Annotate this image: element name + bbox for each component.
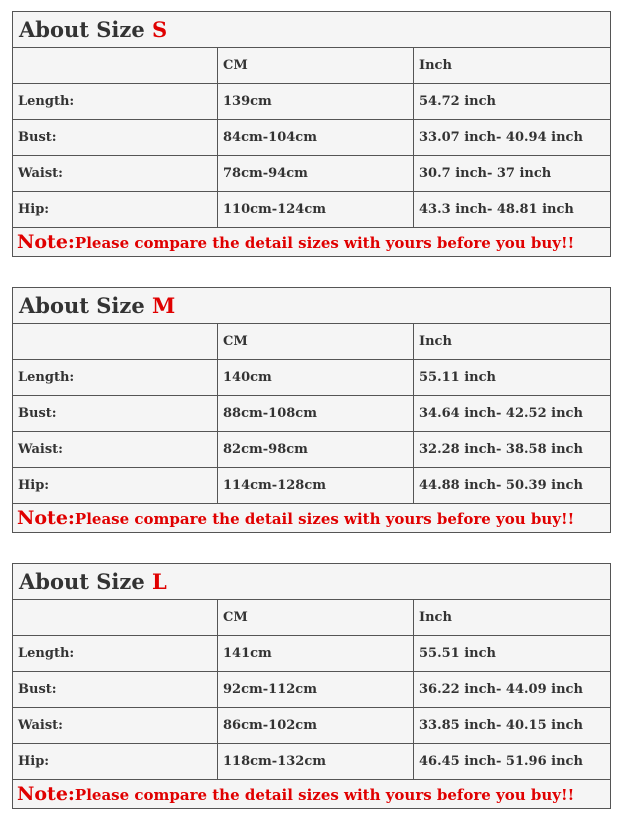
row-label: Bust: <box>13 672 218 708</box>
note-row <box>13 504 611 533</box>
table-row <box>13 708 611 744</box>
table-row <box>13 636 611 672</box>
table-row <box>13 84 611 120</box>
note-label: Note: <box>17 783 75 805</box>
cm-value: 140cm <box>218 360 414 396</box>
inch-value: 33.07 inch- 40.94 inch <box>414 120 611 156</box>
row-label: Bust: <box>13 120 218 156</box>
inch-value: 54.72 inch <box>414 84 611 120</box>
header-cell-empty <box>13 48 218 84</box>
header-cell-empty <box>13 324 218 360</box>
inch-value: 43.3 inch- 48.81 inch <box>414 192 611 228</box>
cm-value: 86cm-102cm <box>218 708 414 744</box>
row-label: Hip: <box>13 468 218 504</box>
inch-value: 46.45 inch- 51.96 inch <box>414 744 611 780</box>
title-row <box>13 564 611 600</box>
note-text: Please compare the detail sizes with yours before you buy!! <box>74 510 575 528</box>
inch-value: 55.11 inch <box>414 360 611 396</box>
cm-value: 139cm <box>218 84 414 120</box>
note <box>13 228 611 257</box>
note <box>13 504 611 533</box>
header-row <box>13 600 611 636</box>
note-row <box>13 228 611 257</box>
row-label: Hip: <box>13 744 218 780</box>
title-row <box>13 12 611 48</box>
inch-value: 55.51 inch <box>414 636 611 672</box>
header-row <box>13 324 611 360</box>
cm-value: 141cm <box>218 636 414 672</box>
table-row <box>13 432 611 468</box>
cm-value: 110cm-124cm <box>218 192 414 228</box>
title-row <box>13 288 611 324</box>
header-cell-inch: Inch <box>414 600 611 636</box>
note-text: Please compare the detail sizes with yours before you buy!! <box>74 786 575 804</box>
size-table-l <box>12 563 611 809</box>
table-row <box>13 396 611 432</box>
size-letter: L <box>152 569 167 594</box>
note-label: Note: <box>17 231 75 253</box>
note-label: Note: <box>17 507 75 529</box>
header-row <box>13 48 611 84</box>
note-row <box>13 780 611 809</box>
table-row <box>13 360 611 396</box>
row-label: Waist: <box>13 708 218 744</box>
size-table-s <box>12 11 611 257</box>
cm-value: 84cm-104cm <box>218 120 414 156</box>
inch-value: 30.7 inch- 37 inch <box>414 156 611 192</box>
table-row <box>13 192 611 228</box>
inch-value: 33.85 inch- 40.15 inch <box>414 708 611 744</box>
header-cell-inch: Inch <box>414 48 611 84</box>
table-row <box>13 744 611 780</box>
cm-value: 118cm-132cm <box>218 744 414 780</box>
inch-value: 32.28 inch- 38.58 inch <box>414 432 611 468</box>
table-row <box>13 672 611 708</box>
table-row <box>13 156 611 192</box>
title-text: About Size <box>19 17 153 42</box>
row-label: Length: <box>13 360 218 396</box>
table-title <box>13 288 611 324</box>
cm-value: 82cm-98cm <box>218 432 414 468</box>
title-text: About Size <box>19 569 153 594</box>
row-label: Waist: <box>13 432 218 468</box>
header-cell-cm: CM <box>218 600 414 636</box>
title-text: About Size <box>19 293 153 318</box>
note <box>13 780 611 809</box>
table-row <box>13 120 611 156</box>
cm-value: 78cm-94cm <box>218 156 414 192</box>
row-label: Bust: <box>13 396 218 432</box>
row-label: Length: <box>13 636 218 672</box>
row-label: Hip: <box>13 192 218 228</box>
cm-value: 92cm-112cm <box>218 672 414 708</box>
size-letter: M <box>152 293 176 318</box>
header-cell-inch: Inch <box>414 324 611 360</box>
inch-value: 34.64 inch- 42.52 inch <box>414 396 611 432</box>
note-text: Please compare the detail sizes with yours before you buy!! <box>74 234 575 252</box>
size-table-m <box>12 287 611 533</box>
table-title <box>13 564 611 600</box>
header-cell-cm: CM <box>218 324 414 360</box>
size-letter: S <box>152 17 168 42</box>
table-row <box>13 468 611 504</box>
header-cell-cm: CM <box>218 48 414 84</box>
row-label: Waist: <box>13 156 218 192</box>
cm-value: 114cm-128cm <box>218 468 414 504</box>
inch-value: 36.22 inch- 44.09 inch <box>414 672 611 708</box>
cm-value: 88cm-108cm <box>218 396 414 432</box>
header-cell-empty <box>13 600 218 636</box>
inch-value: 44.88 inch- 50.39 inch <box>414 468 611 504</box>
row-label: Length: <box>13 84 218 120</box>
table-title <box>13 12 611 48</box>
